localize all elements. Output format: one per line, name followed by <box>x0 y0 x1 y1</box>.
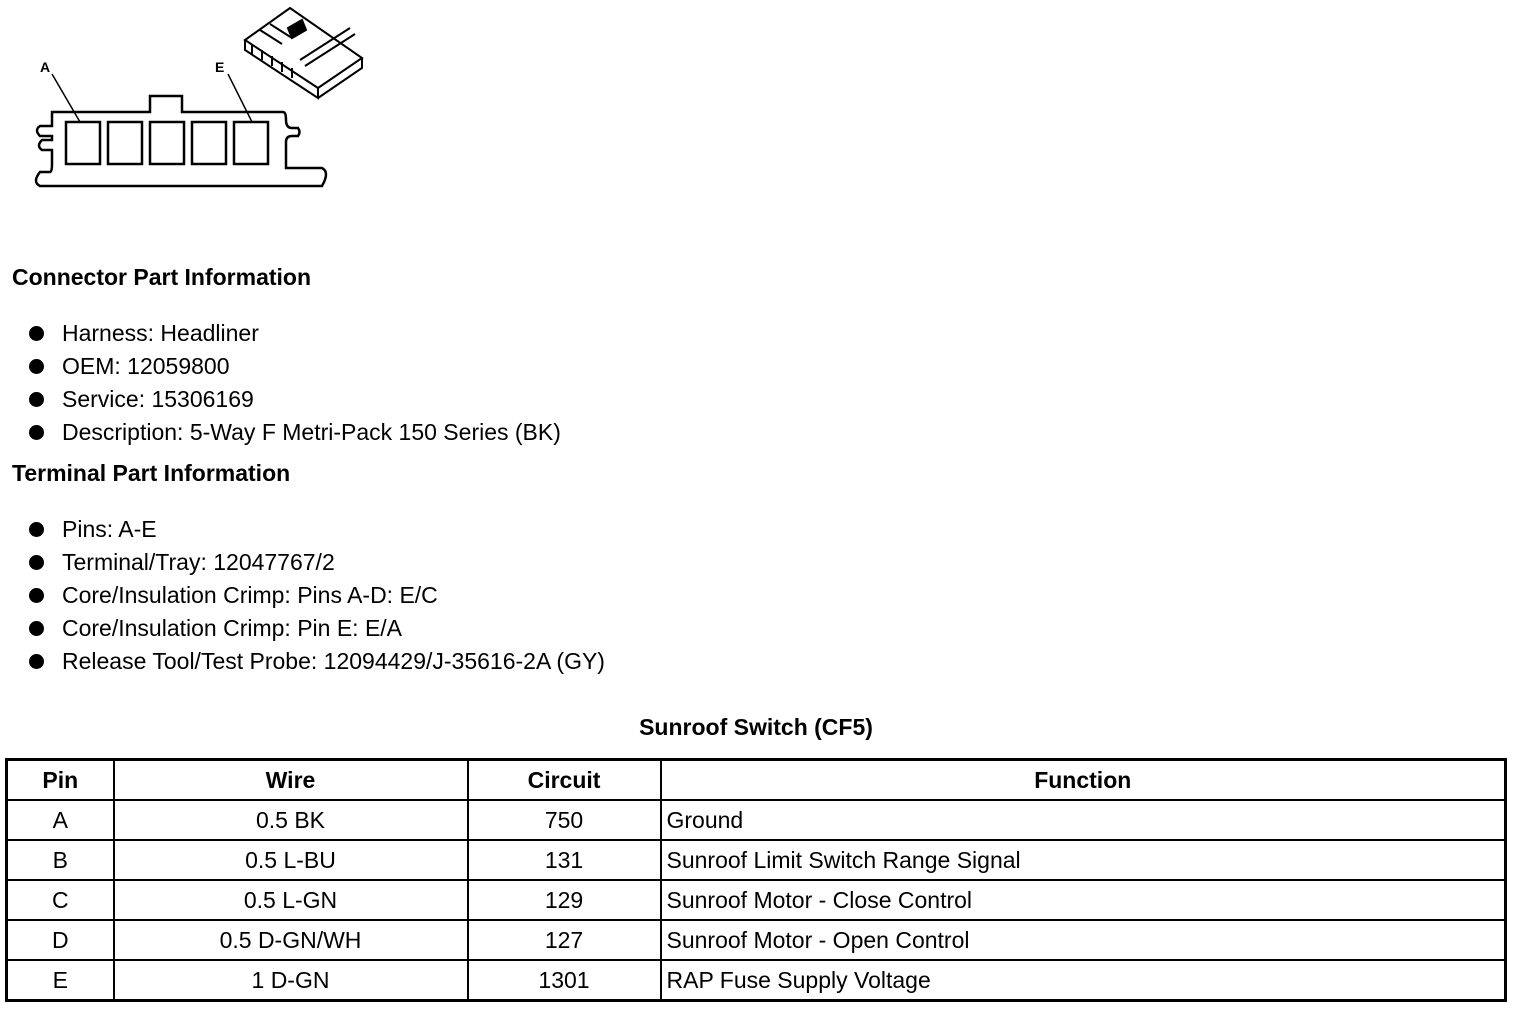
column-header-wire: Wire <box>114 760 468 801</box>
bullet-icon <box>29 425 44 440</box>
list-item: OEM: 12059800 <box>0 352 561 385</box>
wire-cell: 0.5 BK <box>114 800 468 840</box>
wire-cell: 0.5 L-BU <box>114 840 468 880</box>
pin-cell: C <box>7 880 114 920</box>
bullet-icon <box>29 588 44 603</box>
bullet-icon <box>29 621 44 636</box>
table-row <box>7 840 1506 880</box>
column-header-circuit: Circuit <box>468 760 661 801</box>
circuit-cell: 127 <box>468 920 661 960</box>
terminal-info-list <box>0 515 605 680</box>
wire-cell: 0.5 L-GN <box>114 880 468 920</box>
pin-cell: A <box>7 800 114 840</box>
connector-info-list <box>0 319 561 451</box>
circuit-cell: 131 <box>468 840 661 880</box>
table-header-row <box>7 760 1506 801</box>
pinout-table <box>5 758 1507 1002</box>
bullet-icon <box>29 359 44 374</box>
function-cell: Sunroof Limit Switch Range Signal <box>661 840 1506 880</box>
terminal-info-heading: Terminal Part Information <box>12 460 291 486</box>
list-item: Description: 5-Way F Metri-Pack 150 Series (BK) <box>0 418 561 451</box>
list-item: Pins: A-E <box>0 515 605 548</box>
connector-3d-thumbnail <box>245 8 362 98</box>
column-header-pin: Pin <box>7 760 114 801</box>
wire-cell: 1 D-GN <box>114 960 468 1001</box>
circuit-cell: 750 <box>468 800 661 840</box>
wire-cell: 0.5 D-GN/WH <box>114 920 468 960</box>
pin-label-a: A <box>40 59 51 75</box>
list-item: Terminal/Tray: 12047767/2 <box>0 548 605 581</box>
bullet-icon <box>29 522 44 537</box>
pin-cell: E <box>7 960 114 1001</box>
list-item: Service: 15306169 <box>0 385 561 418</box>
table-row <box>7 880 1506 920</box>
connector-outline <box>36 96 326 186</box>
connector-info-heading: Connector Part Information <box>12 264 312 290</box>
bullet-icon <box>29 392 44 407</box>
pin-cavity-e <box>234 122 268 164</box>
pin-cavity-a <box>66 122 100 164</box>
list-item: Core/Insulation Crimp: Pin E: E/A <box>0 614 605 647</box>
function-cell: Ground <box>661 800 1506 840</box>
pin-cell: D <box>7 920 114 960</box>
pin-cavity-b <box>108 122 142 164</box>
list-item: Harness: Headliner <box>0 319 561 352</box>
table-title: Sunroof Switch (CF5) <box>639 714 873 740</box>
table-row <box>7 960 1506 1001</box>
circuit-cell: 1301 <box>468 960 661 1001</box>
table-row <box>7 800 1506 840</box>
function-cell: Sunroof Motor - Close Control <box>661 880 1506 920</box>
connector-face-diagram <box>0 0 380 200</box>
circuit-cell: 129 <box>468 880 661 920</box>
pin-cavity-c <box>150 122 184 164</box>
bullet-icon <box>29 326 44 341</box>
list-item: Core/Insulation Crimp: Pins A-D: E/C <box>0 581 605 614</box>
bullet-icon <box>29 555 44 570</box>
pin-cavity-d <box>192 122 226 164</box>
bullet-icon <box>29 654 44 669</box>
list-item: Release Tool/Test Probe: 12094429/J-35616-2A (GY) <box>0 647 605 680</box>
column-header-function: Function <box>661 760 1506 801</box>
function-cell: Sunroof Motor - Open Control <box>661 920 1506 960</box>
table-row <box>7 920 1506 960</box>
pin-cell: B <box>7 840 114 880</box>
function-cell: RAP Fuse Supply Voltage <box>661 960 1506 1001</box>
pin-label-e: E <box>215 59 225 75</box>
